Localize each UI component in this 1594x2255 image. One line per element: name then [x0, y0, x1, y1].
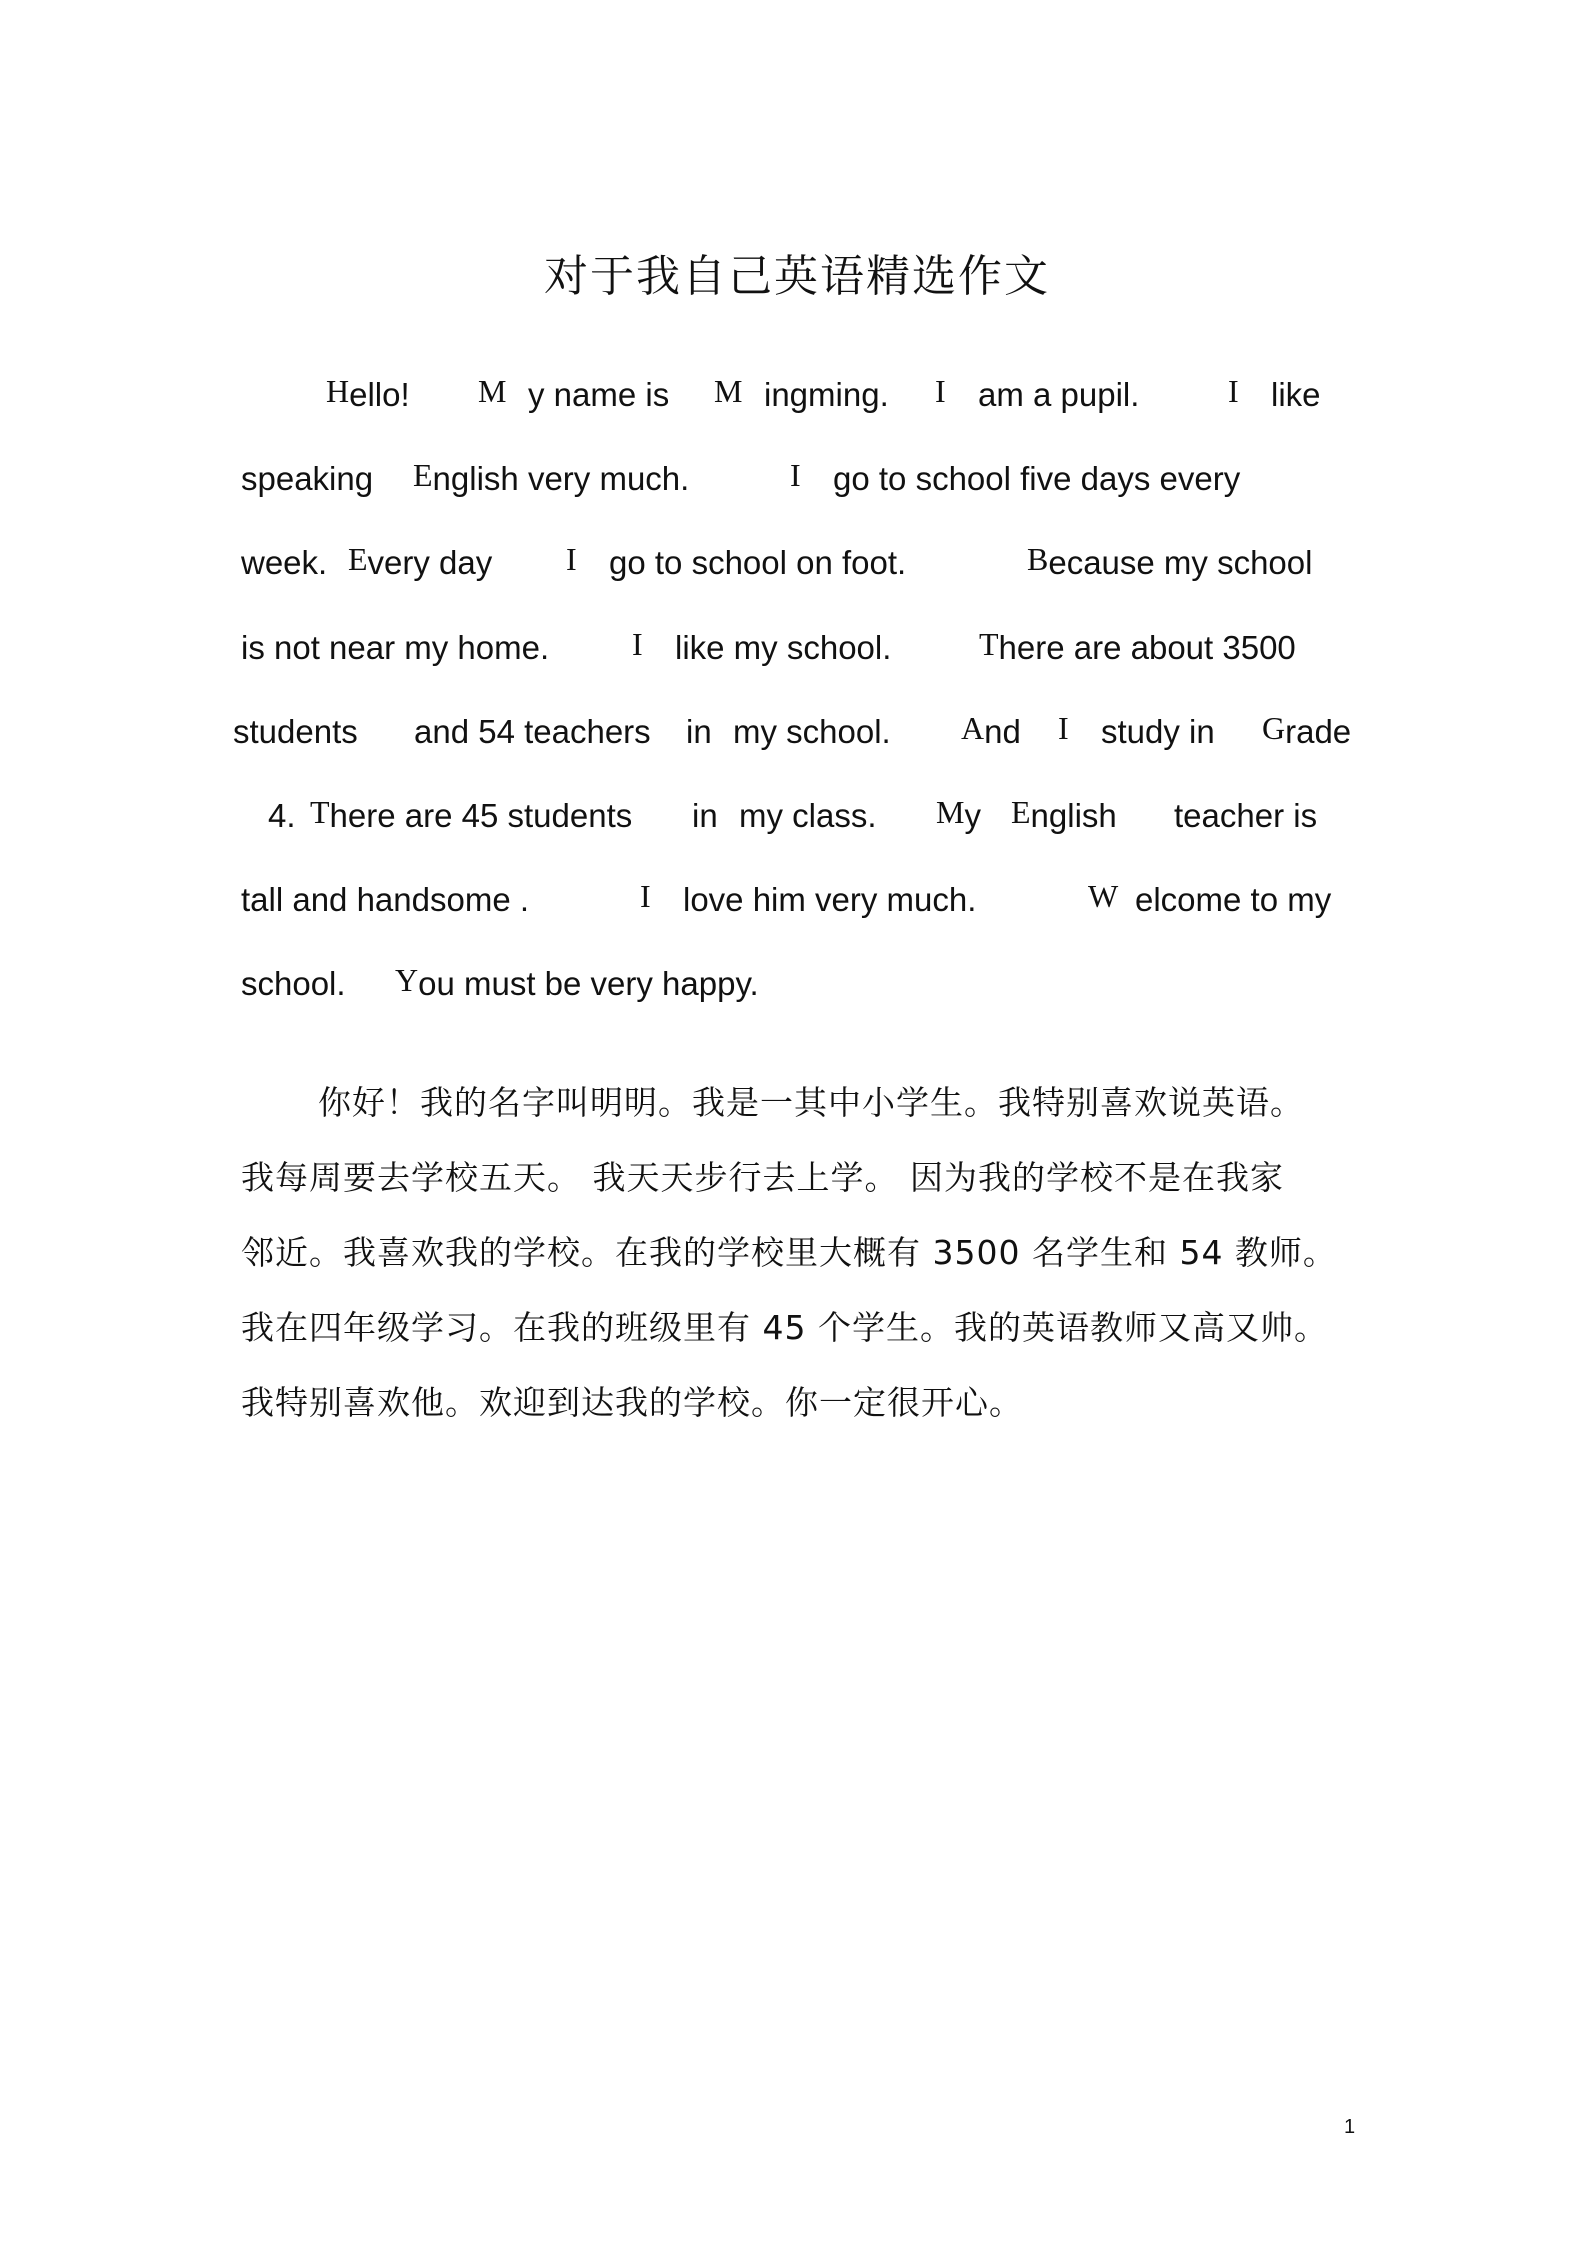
- word: I: [790, 457, 801, 493]
- chinese-line-1: 你好！我的名字叫明明。我是一其中小学生。我特别喜欢说英语。: [318, 1083, 1304, 1122]
- word: study in: [1101, 713, 1215, 750]
- word: I: [640, 878, 651, 914]
- word: tall and handsome .: [241, 881, 530, 918]
- word: students: [233, 713, 358, 750]
- word: I: [632, 626, 643, 662]
- word: W: [1088, 878, 1119, 914]
- word: is not near my home.: [241, 629, 550, 666]
- word: elcome to my: [1135, 881, 1332, 918]
- word: teacher is: [1174, 797, 1318, 834]
- word: school.: [241, 965, 346, 1002]
- word: B: [1027, 541, 1049, 577]
- word: ecause my school: [1048, 544, 1313, 581]
- word: like my school.: [675, 629, 892, 666]
- word: E: [348, 541, 368, 577]
- word: and 54 teachers: [414, 713, 651, 750]
- word: I: [1058, 710, 1069, 746]
- word: week.: [241, 544, 328, 581]
- word: y: [964, 797, 981, 834]
- word: I: [566, 541, 577, 577]
- word: go to school five days every: [833, 460, 1241, 497]
- word: M: [714, 373, 743, 409]
- word: ingming.: [764, 376, 889, 413]
- word: ello!: [349, 376, 410, 413]
- word: my school.: [733, 713, 891, 750]
- word: here are 45 students: [329, 797, 633, 834]
- word: speaking: [241, 460, 374, 497]
- chinese-line-4: 我在四年级学习。在我的班级里有 45 个学生。我的英语教师又高又帅。: [241, 1308, 1328, 1347]
- word: E: [1011, 794, 1031, 830]
- english-line-6: [0, 789, 1594, 849]
- word: go to school on foot.: [609, 544, 907, 581]
- word: am a pupil.: [978, 376, 1140, 413]
- word: love him very much.: [683, 881, 977, 918]
- word: T: [979, 626, 999, 662]
- word: here are about 3500: [998, 629, 1296, 666]
- page-number: 1: [1344, 2116, 1356, 2138]
- document-title: 对于我自己英语精选作文: [544, 251, 1050, 302]
- word: in: [692, 797, 718, 834]
- english-line-3: [0, 536, 1594, 596]
- word: 4.: [268, 797, 296, 834]
- chinese-line-2: 我每周要去学校五天。 我天天步行去上学。 因为我的学校不是在我家: [241, 1158, 1284, 1197]
- word: y name is: [528, 376, 670, 413]
- word: nd: [984, 713, 1021, 750]
- word: my class.: [739, 797, 877, 834]
- word: Y: [395, 962, 419, 998]
- chinese-line-5: 我特别喜欢他。欢迎到达我的学校。你一定很开心。: [241, 1383, 1023, 1422]
- english-line-5: [0, 705, 1594, 765]
- word: nglish very much.: [432, 460, 690, 497]
- word: rade: [1285, 713, 1352, 750]
- word: very day: [367, 544, 493, 581]
- word: A: [961, 710, 985, 746]
- word: ou must be very happy.: [418, 965, 759, 1002]
- word: I: [1228, 373, 1239, 409]
- word: E: [413, 457, 433, 493]
- word: like: [1271, 376, 1321, 413]
- word: T: [310, 794, 330, 830]
- english-line-8: [0, 957, 1594, 1017]
- english-line-2: [0, 452, 1594, 512]
- word: nglish: [1030, 797, 1117, 834]
- word: H: [326, 373, 350, 409]
- chinese-line-3: 邻近。我喜欢我的学校。在我的学校里大概有 3500 名学生和 54 教师。: [241, 1233, 1337, 1272]
- english-line-7: [0, 873, 1594, 933]
- word: M: [478, 373, 507, 409]
- word: M: [936, 794, 965, 830]
- english-line-4: [0, 621, 1594, 681]
- word: in: [686, 713, 712, 750]
- english-line-1: [0, 368, 1594, 428]
- word: I: [935, 373, 946, 409]
- word: G: [1262, 710, 1286, 746]
